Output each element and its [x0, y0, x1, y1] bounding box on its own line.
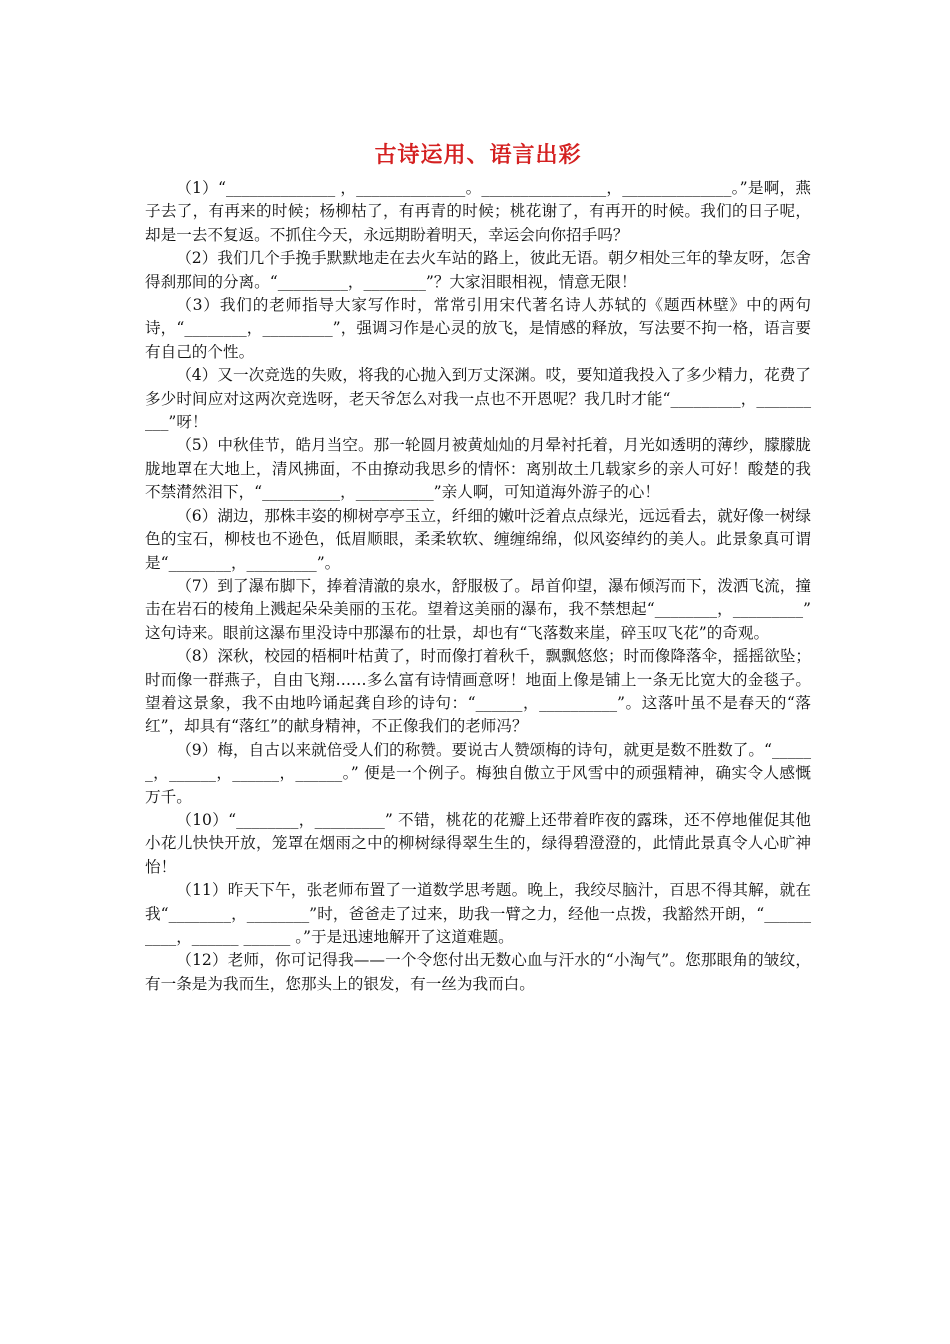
- question-3: （3）我们的老师指导大家写作时，常常引用宋代著名诗人苏轼的《题西林壁》中的两句诗，“________，_________”，强调习作是心灵的放飞，是情感的释放，写法要不拘一格，语言要有自己的个性。: [145, 296, 811, 361]
- question-6: （6）湖边，那株丰姿的柳树亭亭玉立，纤细的嫩叶泛着点点绿光，远远看去，就好像一树绿色的宝石，柳枝也不逊色，低眉顺眼，柔柔软软、缠缠绵绵，似风姿绰约的美人。此景象真可谓是“________，_________”。: [145, 506, 811, 572]
- question-5: （5）中秋佳节，皓月当空。那一轮圆月被黄灿灿的月晕衬托着，月光如透明的薄纱，朦朦胧胧地罩在大地上，清风拂面，不由撩动我思乡的情怀：离别故土几载家乡的亲人可好！酸楚的我不禁潸然泪下，“__________，__________”亲人啊，可知道海外游子的心！: [145, 436, 811, 502]
- page-title: 古诗运用、语言出彩: [374, 143, 582, 168]
- question-4: （4）又一次竞选的失败，将我的心抛入到万丈深渊。哎，要知道我投入了多少精力，花费了多少时间应对这两次竞选呀，老天爷怎么对我一点也不开恩呢？我几时才能“_________，__________”呀！: [145, 366, 811, 432]
- question-12: （12）老师，你可记得我——一个令您付出无数心血与汗水的“小淘气”。您那眼角的皱纹，有一条是为我而生，您那头上的银发，有一丝为我而白。: [145, 951, 811, 993]
- question-8: （8）深秋，校园的梧桐叶枯黄了，时而像打着秋千，飘飘悠悠；时而像降落伞，摇摇欲坠；时而像一群燕子，自由飞翔……多么富有诗情画意呀！地面上像是铺上一条无比宽大的金毯子。望着这景象，我不由地吟诵起龚自珍的诗句：“______，__________”。这落叶虽不是春天的“落红”，却具有“落红”的献身精神，不正像我们的老师冯？: [145, 647, 811, 736]
- question-9: （9）梅，自古以来就倍受人们的称赞。要说古人赞颂梅的诗句，就更是数不胜数了。“______，______，______，______。” 便是一个例子。梅独自傲立于风雪中的顽强精神，确实令人感慨万千。: [145, 740, 811, 806]
- worksheet-page: [145, 130, 811, 996]
- question-7: （7）到了瀑布脚下，捧着清澈的泉水，舒服极了。昂首仰望，瀑布倾泻而下，泼洒飞流，撞击在岩石的棱角上溅起朵朵美丽的玉花。望着这美丽的瀑布，我不禁想起“________，_________” 这句诗来。眼前这瀑布里没诗中那瀑布的壮景，却也有“飞落数来崖，碎玉叹飞花”的奇观。: [145, 576, 811, 642]
- question-11: （11）昨天下午，张老师布置了一道数学思考题。晚上，我绞尽脑汁，百思不得其解，就在我“________，________”时，爸爸走了过来，助我一臂之力，经他一点拨，我豁然开朗，“__________，______ ______ 。”于是迅速地解开了这道难题。: [145, 881, 811, 946]
- question-1: （1）“______________ ，______________。________________，______________。”是啊，燕子去了，有再来的时候；杨柳枯了，有再青的时候；桃花谢了，有再开的时候。我们的日子呢，却是一去不复返。不抓住今天，永远期盼着明天，幸运会向你招手吗？: [145, 179, 811, 244]
- question-2: （2）我们几个手挽手默默地走在去火车站的路上，彼此无语。朝夕相处三年的挚友呀，怎舍得刹那间的分离。“_________，________”？大家泪眼相视，情意无限！: [145, 249, 811, 291]
- question-10: （10）“________，_________” 不错，桃花的花瓣上还带着昨夜的露珠，还不停地催促其他小花儿快快开放，笼罩在烟雨之中的柳树绿得翠生生的，绿得碧澄澄的，此情此景真令人心旷神怡！: [145, 810, 811, 876]
